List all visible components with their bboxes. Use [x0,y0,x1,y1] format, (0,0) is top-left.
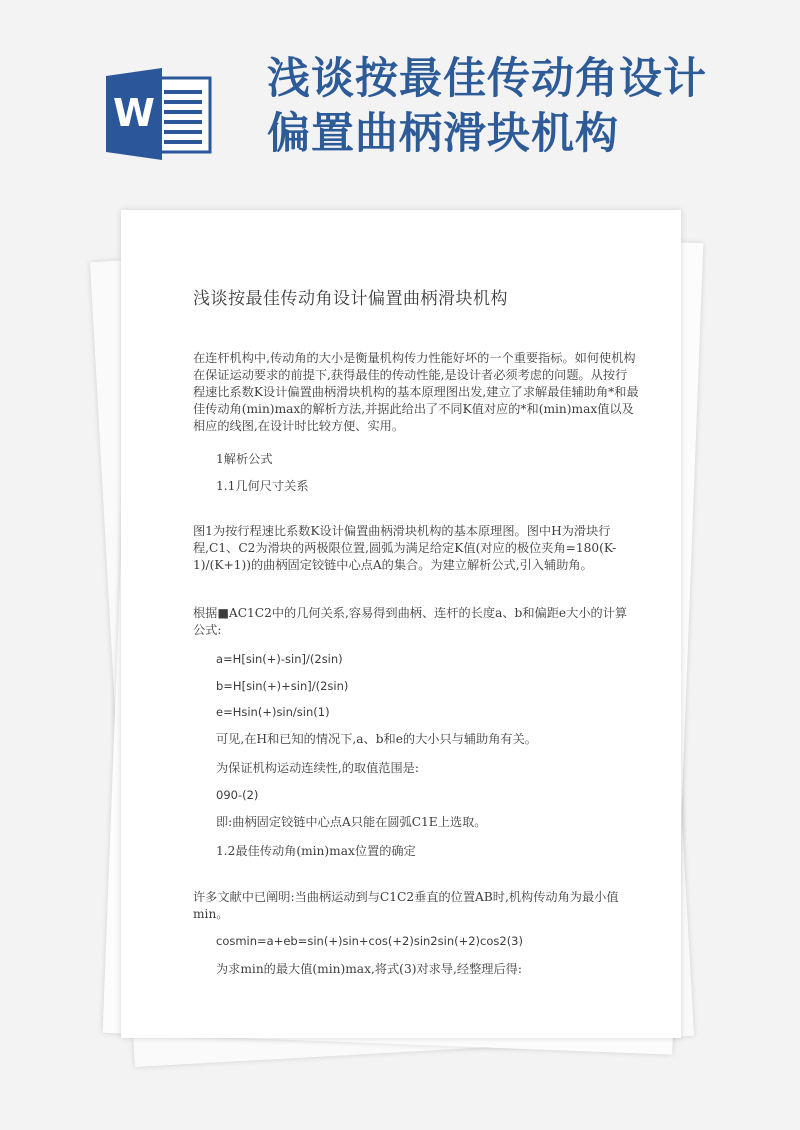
equation-a: a=H[sin(+)-sin]/(2sin) [216,652,343,666]
equation-range: 090-(2) [216,788,259,802]
text-range-condition: 为保证机构运动连续性,的取值范围是: [216,761,419,775]
banner-title-line2: 偏置曲柄滑块机构 [267,109,619,159]
text-conclusion-aux-angle: 可见,在H和已知的情况下,a、b和e的大小只与辅助角有关。 [216,732,537,746]
paragraph-figure-1: 图1为按行程速比系数K设计偏置曲柄滑块机构的基本原理图。图中H为滑块行程,C1、C2为滑块的两极限位置,圆弧为满足给定K值(对应的极位夹角=180(K-1)/(K+1))的曲柄固定铰链中心点A的集合。为建立解析公式,引入辅助角。 [193,524,617,572]
equation-b: b=H[sin(+)+sin]/(2sin) [216,679,349,693]
paragraph-intro: 在连杆机构中,传动角的大小是衡量机构传力性能好坏的一个重要指标。如何使机构在保证运动要求的前提下,获得最佳的传动性能,是设计者必须考虑的问题。从按行程速比系数K设计偏置曲柄滑块机构的基本原理图出发,建立了求解最佳辅助角*和最佳传动角(min)max的解析方法,并据此给出了不同K值对应的*和(min)max值以及相应的线图,在设计时比较方便、实用。 [193,351,639,433]
banner-title [267,52,787,162]
paragraph-geometry: 根据■AC1C2中的几何关系,容易得到曲柄、连杆的长度a、b和偏距e大小的计算公式: [193,606,628,637]
heading-section-1-1: 1.1几何尺寸关系 [216,479,309,493]
document-title: 浅谈按最佳传动角设计偏置曲柄滑块机构 [193,289,508,309]
banner-title-line1: 浅谈按最佳传动角设计 [267,54,707,104]
heading-section-1: 1解析公式 [216,452,273,466]
equation-e: e=Hsin(+)sin/sin(1) [216,705,330,719]
text-derivative: 为求min的最大值(min)max,将式(3)对求导,经整理后得: [216,962,522,976]
text-arc-selection: 即:曲柄固定铰链中心点A只能在圆弧C1E上选取。 [216,815,487,829]
paragraph-literature: 许多文献中已阐明:当曲柄运动到与C1C2垂直的位置AB时,机构传动角为最小值min。 [193,890,619,921]
equation-cos-min: cosmin=a+eb=sin(+)sin+cos(+2)sin2sin(+2)cos2(3) [216,934,523,948]
word-logo-icon [106,68,216,160]
logo-letter: W [113,91,155,135]
heading-section-1-2: 1.2最佳传动角(min)max位置的确定 [216,844,416,858]
